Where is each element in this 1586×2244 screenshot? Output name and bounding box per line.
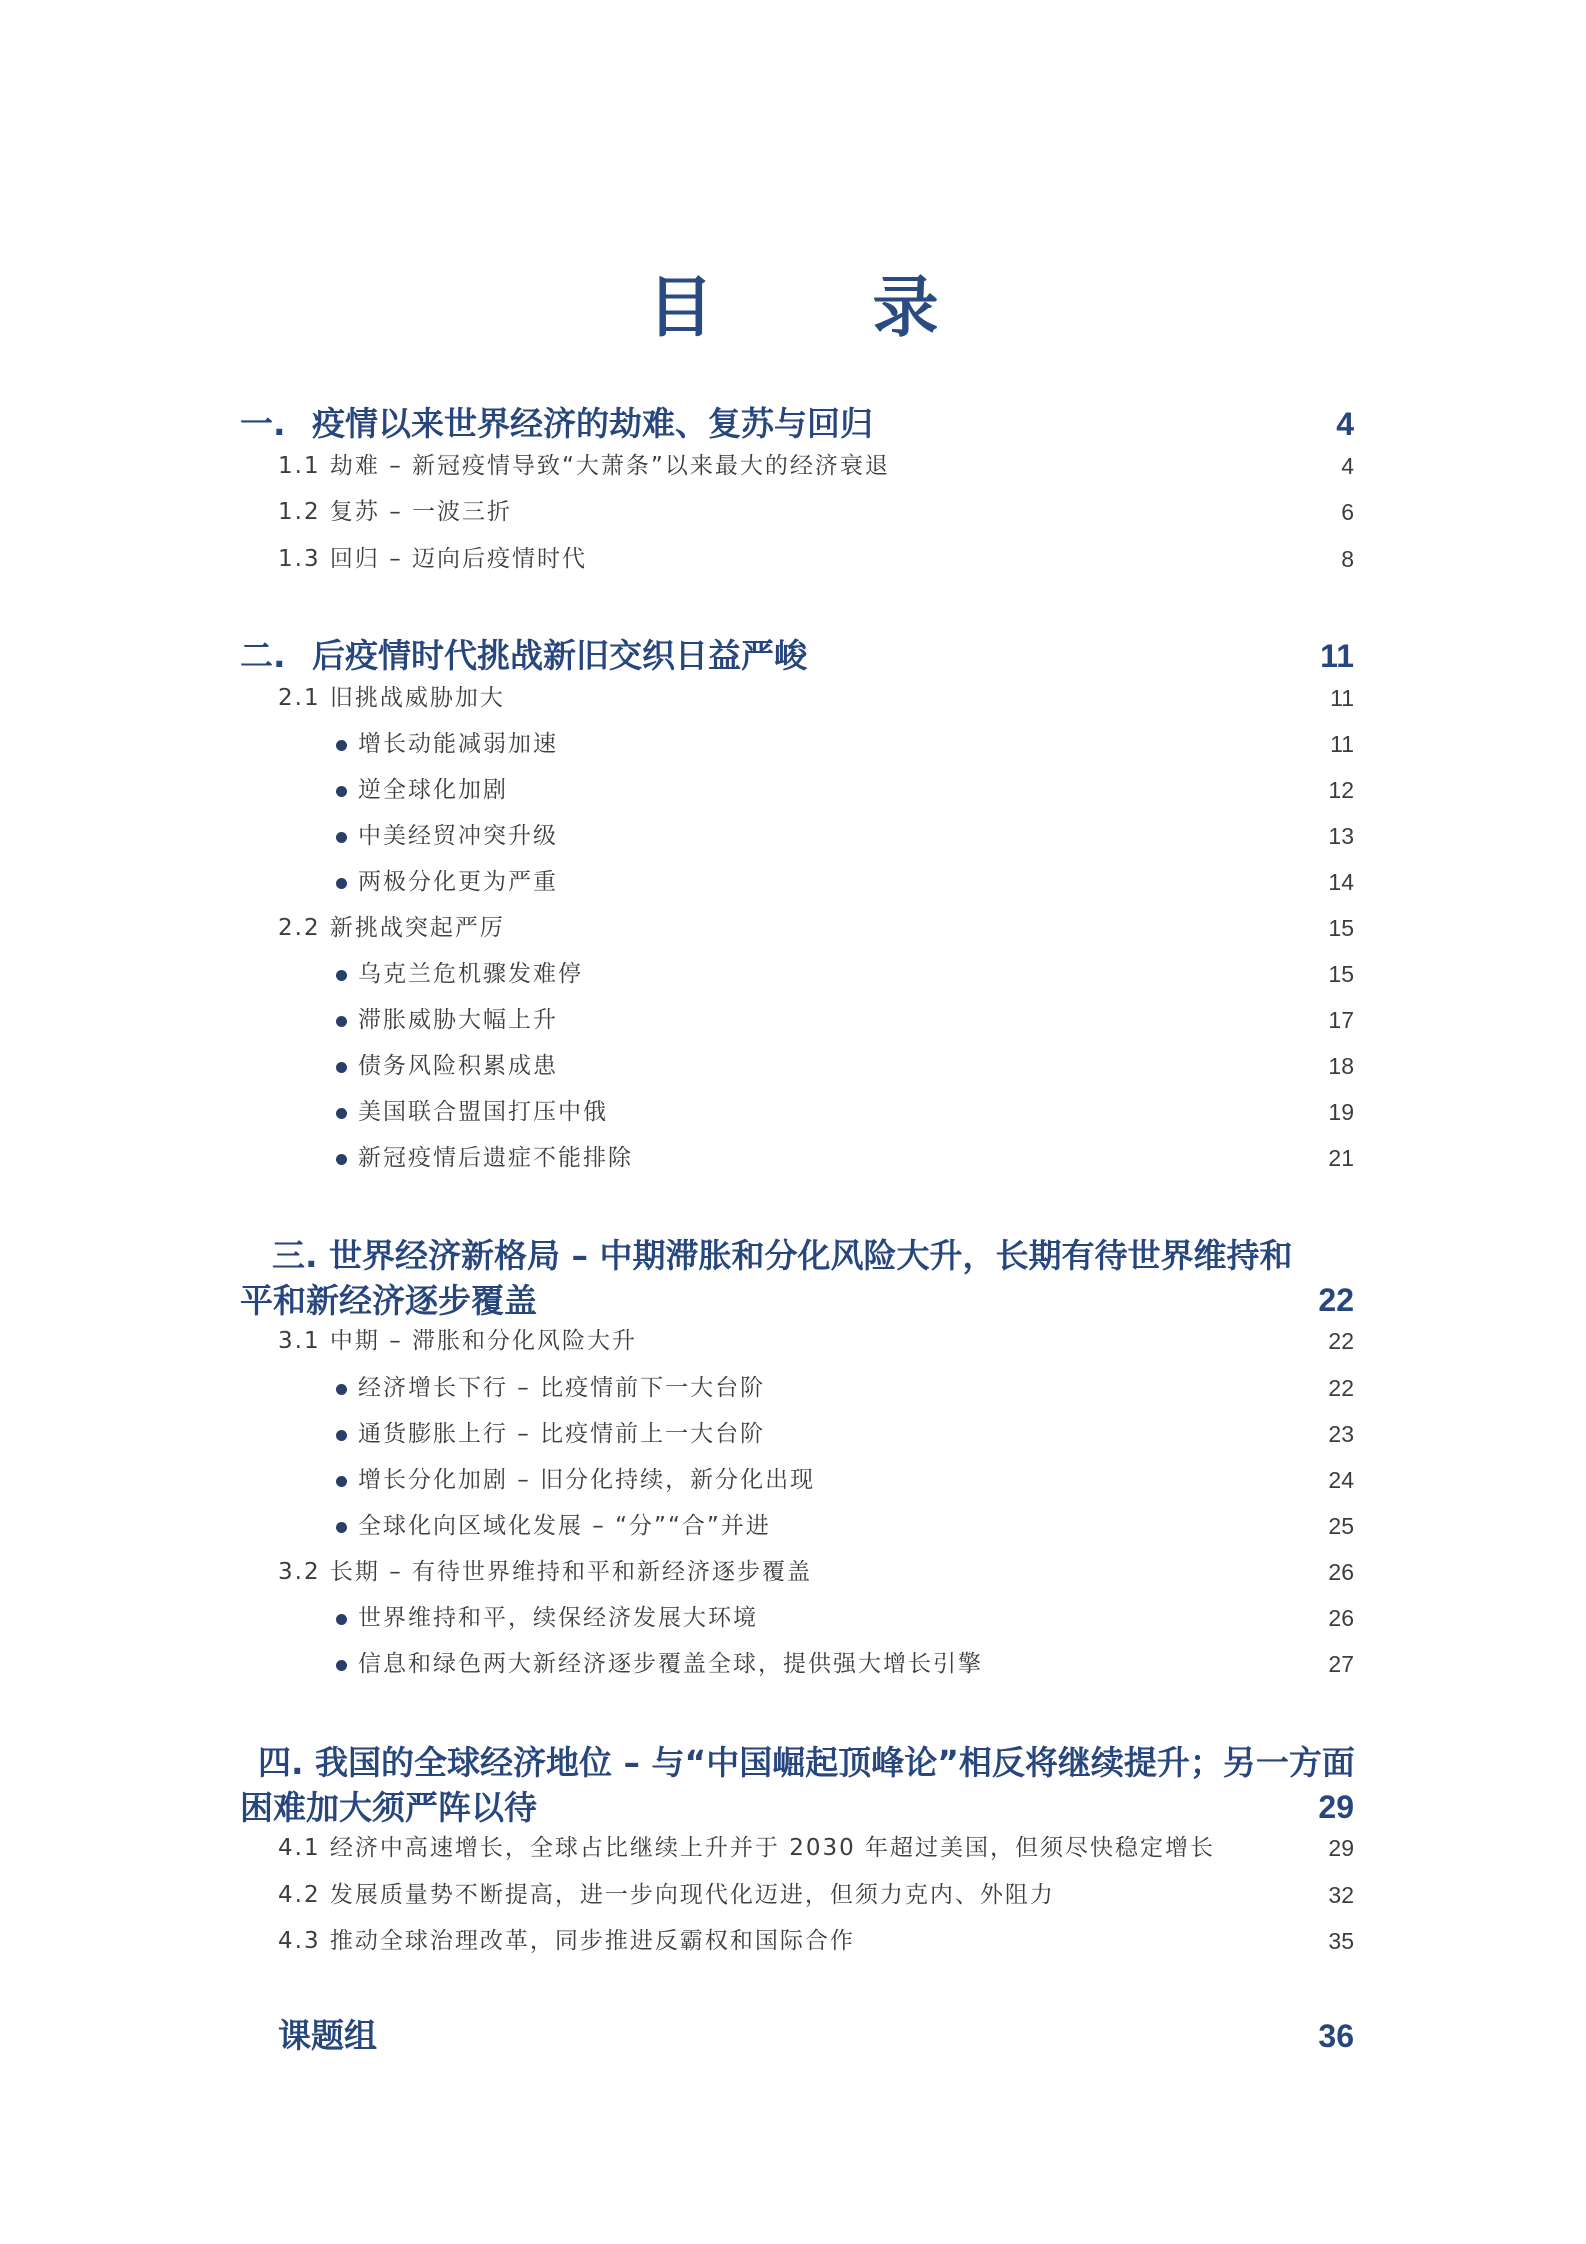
bullet-icon	[336, 1384, 347, 1395]
entry-2-2-c-page: 18	[1328, 1053, 1354, 1079]
entry-4-2-page: 32	[1328, 1882, 1354, 1908]
entry-3-1-d-page: 25	[1328, 1513, 1354, 1539]
entry-2-2-page: 15	[1328, 915, 1354, 941]
entry-4-3-text: 4.3 推动全球治理改革，同步推进反霸权和国际合作	[278, 1928, 855, 1954]
entry-3-1-a-page: 22	[1328, 1375, 1354, 1401]
bullet-icon	[336, 1476, 347, 1487]
entry-4-1-text: 4.1 经济中高速增长，全球占比继续上升并于 2030 年超过美国，但须尽快稳定增长	[278, 1835, 1216, 1861]
entry-3-1-page: 22	[1328, 1328, 1354, 1354]
entry-2-1-c-page: 13	[1328, 823, 1354, 849]
bullet-icon	[336, 1016, 347, 1027]
bullet-icon	[336, 1154, 347, 1165]
entry-2-2-d-page: 19	[1328, 1099, 1354, 1125]
entry-3-1-text: 3.1 中期 – 滞胀和分化风险大升	[278, 1328, 638, 1354]
entry-2-2-a-text: 乌克兰危机骤发难停	[358, 961, 583, 987]
entry-1-3-text: 1.3 回归 – 迈向后疫情时代	[278, 546, 588, 572]
entry-2-2-b-page: 17	[1328, 1007, 1354, 1033]
section-2-number: 二.	[240, 636, 286, 675]
section-4-title-line2: 困难加大须严阵以待	[240, 1788, 537, 1827]
entry-3-2-b-text: 信息和绿色两大新经济逐步覆盖全球，提供强大增长引擎	[358, 1651, 983, 1677]
entry-3-2-b-page: 27	[1328, 1651, 1354, 1677]
entry-2-1-b-text: 逆全球化加剧	[358, 777, 508, 803]
entry-3-1-b-text: 通货膨胀上行 – 比疫情前上一大台阶	[358, 1421, 766, 1447]
page-title: 目 录	[647, 269, 1007, 346]
entry-2-1-text: 2.1 旧挑战威胁加大	[278, 685, 505, 711]
team-page: 36	[1318, 2018, 1354, 2054]
entry-3-2-a-page: 26	[1328, 1605, 1354, 1631]
entry-1-2-page: 6	[1341, 499, 1354, 525]
entry-2-2-b-text: 滞胀威胁大幅上升	[358, 1007, 558, 1033]
entry-2-1-a-text: 增长动能减弱加速	[358, 731, 558, 757]
entry-3-2-page: 26	[1328, 1559, 1354, 1585]
section-3-page: 22	[1318, 1282, 1354, 1318]
entry-3-1-c-text: 增长分化加剧 – 旧分化持续，新分化出现	[358, 1467, 816, 1493]
bullet-icon	[336, 1430, 347, 1441]
entry-1-1-page: 4	[1341, 453, 1354, 479]
entry-2-2-a-page: 15	[1328, 961, 1354, 987]
bullet-icon	[336, 1108, 347, 1119]
entry-4-3-page: 35	[1328, 1928, 1354, 1954]
entry-3-2-text: 3.2 长期 – 有待世界维持和平和新经济逐步覆盖	[278, 1559, 813, 1585]
section-1-title: 疫情以来世界经济的劫难、复苏与回归	[312, 404, 873, 443]
section-1-page: 4	[1336, 406, 1354, 442]
bullet-icon	[336, 1614, 347, 1625]
entry-2-1-b-page: 12	[1328, 777, 1354, 803]
entry-2-2-text: 2.2 新挑战突起严厉	[278, 915, 505, 941]
bullet-icon	[336, 970, 347, 981]
entry-2-1-d-page: 14	[1328, 869, 1354, 895]
team-title: 课题组	[278, 2016, 377, 2055]
section-2-page: 11	[1320, 638, 1354, 674]
entry-1-2-text: 1.2 复苏 – 一波三折	[278, 499, 513, 525]
bullet-icon	[336, 832, 347, 843]
section-1-number: 一.	[240, 404, 286, 443]
bullet-icon	[336, 1062, 347, 1073]
section-3-title-line2: 平和新经济逐步覆盖	[240, 1281, 537, 1320]
bullet-icon	[336, 1522, 347, 1533]
entry-3-1-c-page: 24	[1328, 1467, 1354, 1493]
entry-2-1-page: 11	[1330, 685, 1354, 711]
section-4-page: 29	[1318, 1789, 1354, 1825]
section-3-title-line1: 三. 世界经济新格局 – 中期滞胀和分化风险大升，长期有待世界维持和	[272, 1236, 1293, 1275]
entry-2-2-e-page: 21	[1328, 1145, 1354, 1171]
entry-4-1-page: 29	[1328, 1835, 1354, 1861]
entry-3-2-a-text: 世界维持和平，续保经济发展大环境	[358, 1605, 758, 1631]
bullet-icon	[336, 878, 347, 889]
section-2-title: 后疫情时代挑战新旧交织日益严峻	[312, 636, 807, 675]
entry-2-2-d-text: 美国联合盟国打压中俄	[358, 1099, 608, 1125]
bullet-icon	[336, 740, 347, 751]
entry-2-2-e-text: 新冠疫情后遗症不能排除	[358, 1145, 633, 1171]
bullet-icon	[336, 1660, 347, 1671]
entry-2-2-c-text: 债务风险积累成患	[358, 1053, 558, 1079]
entry-1-1-text: 1.1 劫难 – 新冠疫情导致“大萧条”以来最大的经济衰退	[278, 453, 890, 479]
entry-1-3-page: 8	[1341, 546, 1354, 572]
entry-4-2-text: 4.2 发展质量势不断提高，进一步向现代化迈进，但须力克内、外阻力	[278, 1882, 1055, 1908]
bullet-icon	[336, 786, 347, 797]
entry-2-1-c-text: 中美经贸冲突升级	[358, 823, 558, 849]
entry-3-1-b-page: 23	[1328, 1421, 1354, 1447]
entry-2-1-d-text: 两极分化更为严重	[358, 869, 558, 895]
entry-3-1-a-text: 经济增长下行 – 比疫情前下一大台阶	[358, 1375, 766, 1401]
section-4-title-line1: 四. 我国的全球经济地位 – 与“中国崛起顶峰论”相反将继续提升；另一方面	[258, 1743, 1355, 1782]
entry-3-1-d-text: 全球化向区域化发展 – “分”“合”并进	[358, 1513, 771, 1539]
entry-2-1-a-page: 11	[1330, 731, 1354, 757]
